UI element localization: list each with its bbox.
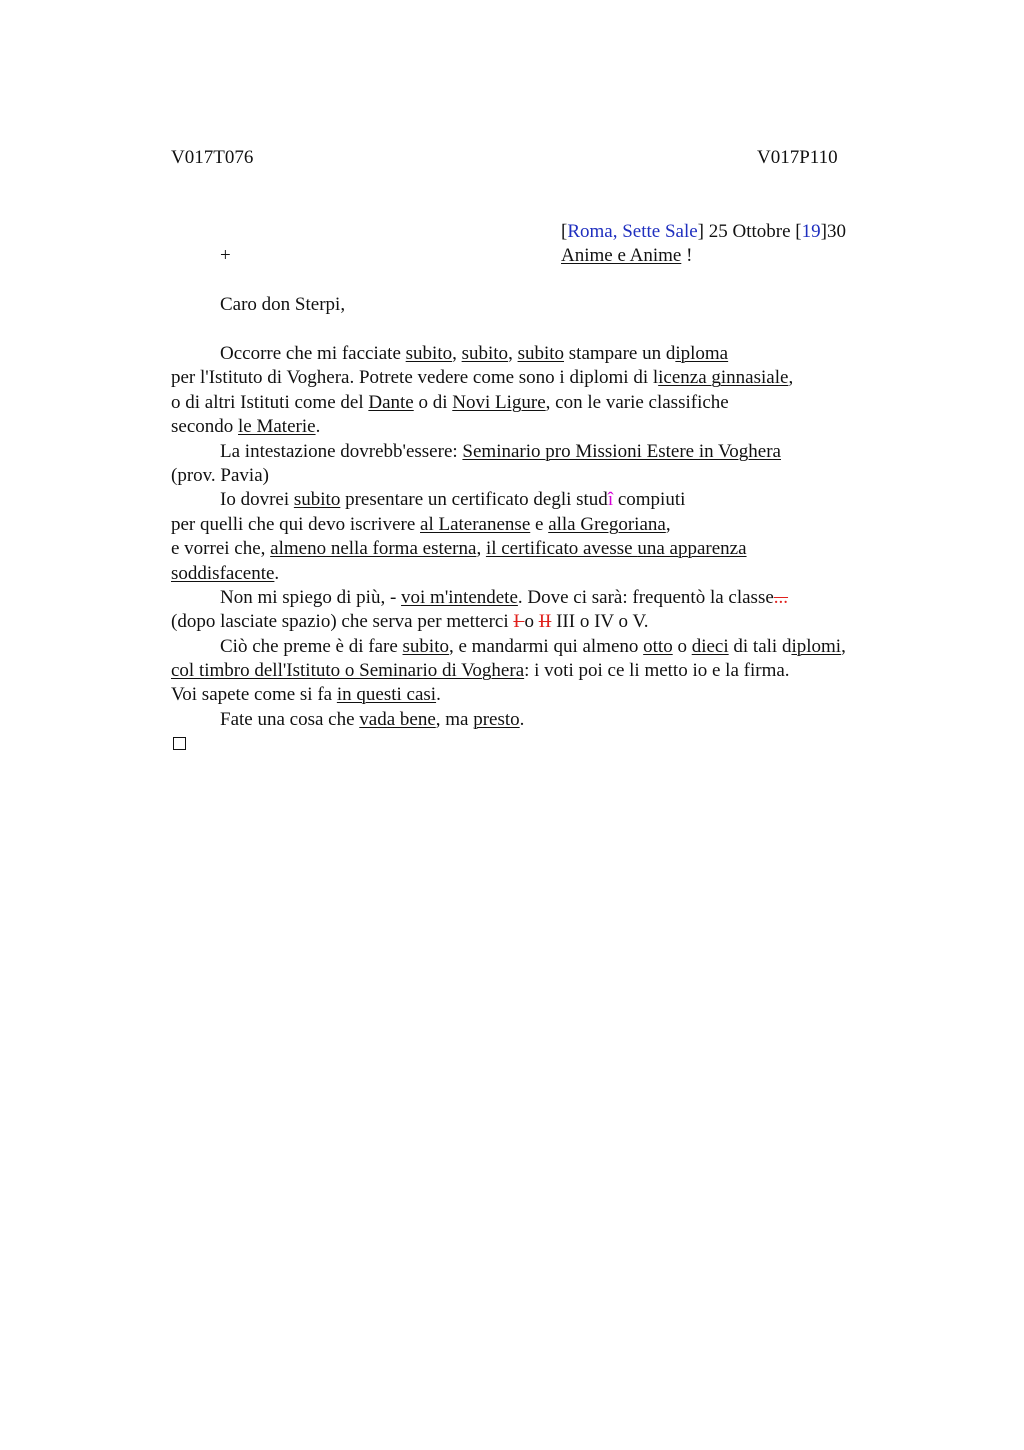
body-line: [171, 391, 931, 415]
text-run: (dopo lasciate spazio) che serva per metterci: [171, 611, 514, 633]
underlined-run: subito: [293, 489, 341, 511]
text-run: o: [672, 635, 692, 657]
underlined-run: iplomi: [791, 635, 842, 657]
text-run: o: [524, 611, 539, 633]
body-line: [171, 415, 931, 439]
text-run: per quelli che qui devo iscrivere: [171, 513, 421, 535]
dateline: [561, 220, 846, 244]
letter-body: [171, 342, 931, 732]
text-run: , con le varie classifiche: [545, 391, 729, 413]
underlined-run: subito: [461, 343, 509, 364]
underlined-run: almeno nella forma esterna: [270, 538, 477, 560]
text-run: stampare un d: [564, 343, 676, 364]
text-run: e vorrei che,: [171, 538, 271, 560]
underlined-run: subito: [405, 343, 453, 364]
text-run: ,: [476, 538, 486, 560]
underlined-run: il certificato avesse: [485, 538, 638, 560]
text-run: Non mi spiego di più, -: [220, 586, 402, 608]
underlined-run: al Lateranense: [420, 513, 531, 535]
underlined-run: iploma: [675, 343, 729, 364]
underlined-run: otto: [643, 635, 673, 657]
dateline-century: 19: [801, 221, 821, 242]
end-of-letter-box-icon: [173, 737, 186, 750]
diacritic-mark: î: [607, 489, 614, 511]
body-line: [171, 513, 931, 537]
underlined-run: Seminario pro Missioni Estere in Voghera: [462, 440, 781, 462]
text-run: .: [436, 684, 441, 706]
text-run: o di altri Istituti come del: [171, 391, 369, 413]
text-run: Voi sapete come si fa: [171, 684, 337, 706]
text-run: Fate una cosa che: [220, 708, 360, 730]
text-run: . Dove ci sarà: frequentò la classe: [517, 586, 774, 608]
deleted-run: ...: [773, 586, 789, 608]
body-line: [171, 659, 931, 683]
body-line: [171, 366, 931, 390]
text-run: (prov. Pavia): [171, 464, 269, 486]
underlined-run: voi m'intendete: [401, 586, 518, 608]
motto: [561, 244, 692, 268]
dateline-bracket: [: [561, 221, 568, 242]
body-line: [171, 342, 931, 366]
text-run: secondo: [171, 416, 239, 438]
underlined-run: le Materie: [238, 416, 316, 438]
underlined-run: icenza ginnasiale: [658, 367, 789, 389]
text-run: ,: [452, 343, 462, 364]
text-run: di tali d: [728, 635, 792, 657]
text-run: ,: [508, 343, 518, 364]
text-run: ,: [665, 513, 671, 535]
document-code-right: V017P110: [757, 147, 838, 168]
text-run: .: [274, 562, 280, 584]
deleted-run: I: [513, 611, 525, 633]
body-line: [171, 562, 931, 586]
deleted-run: II: [538, 611, 552, 633]
dateline-date: ] 25 Ottobre [: [697, 221, 802, 242]
text-run: o di: [413, 391, 453, 413]
text-run: : i voti poi ce li metto io e la firma.: [524, 660, 790, 682]
dateline-year: ]30: [820, 221, 846, 242]
underlined-run: in questi casi: [336, 684, 437, 706]
underlined-run: col timbro dell'Istituto o Seminario di Voghera: [171, 660, 525, 682]
text-run: , e mandarmi qui almeno: [448, 635, 644, 657]
text-run: e: [530, 513, 549, 535]
body-line: [171, 586, 931, 610]
body-line: [171, 464, 931, 488]
underlined-run: subito: [517, 343, 565, 364]
body-line: [171, 488, 931, 512]
body-line: [171, 708, 931, 732]
text-run: per l'Istituto di Voghera. Potrete vedere come sono i diplomi di l: [171, 367, 659, 389]
text-run: , ma: [435, 708, 474, 730]
text-run: compiuti: [613, 489, 686, 511]
text-run: Occorre che mi facciate: [220, 343, 406, 364]
text-run: ,: [788, 367, 794, 389]
body-line: [171, 610, 931, 634]
text-run: La intestazione dovrebb'essere:: [220, 440, 463, 462]
body-line: [171, 537, 931, 561]
text-run: Io dovrei: [220, 489, 294, 511]
text-run: III o IV o V.: [551, 611, 649, 633]
body-line: [171, 635, 931, 659]
dateline-place: Roma, Sette Sale: [567, 221, 698, 242]
motto-exclamation: !: [681, 245, 693, 266]
text-run: .: [315, 416, 321, 438]
underlined-run: presto: [473, 708, 520, 730]
text-run: Ciò che preme è di fare: [220, 635, 403, 657]
cross-mark: +: [220, 245, 231, 266]
text-run: .: [519, 708, 525, 730]
underlined-run: subito: [402, 635, 449, 657]
underlined-run: Dante: [368, 391, 414, 413]
body-line: [171, 683, 931, 707]
underlined-run: vada bene: [359, 708, 436, 730]
underlined-run: soddisfacente: [171, 562, 275, 584]
text-run: presentare un certificato degli stud: [340, 489, 608, 511]
underlined-run: una apparenza: [637, 538, 747, 560]
underlined-run: dieci: [691, 635, 729, 657]
salutation: Caro don Sterpi,: [220, 294, 346, 315]
body-line: [171, 440, 931, 464]
underlined-run: alla Gregoriana: [548, 513, 666, 535]
text-run: ,: [841, 635, 846, 657]
document-code-left: V017T076: [171, 147, 254, 168]
motto-text: Anime e Anime: [561, 245, 682, 266]
underlined-run: Novi Ligure: [452, 391, 546, 413]
